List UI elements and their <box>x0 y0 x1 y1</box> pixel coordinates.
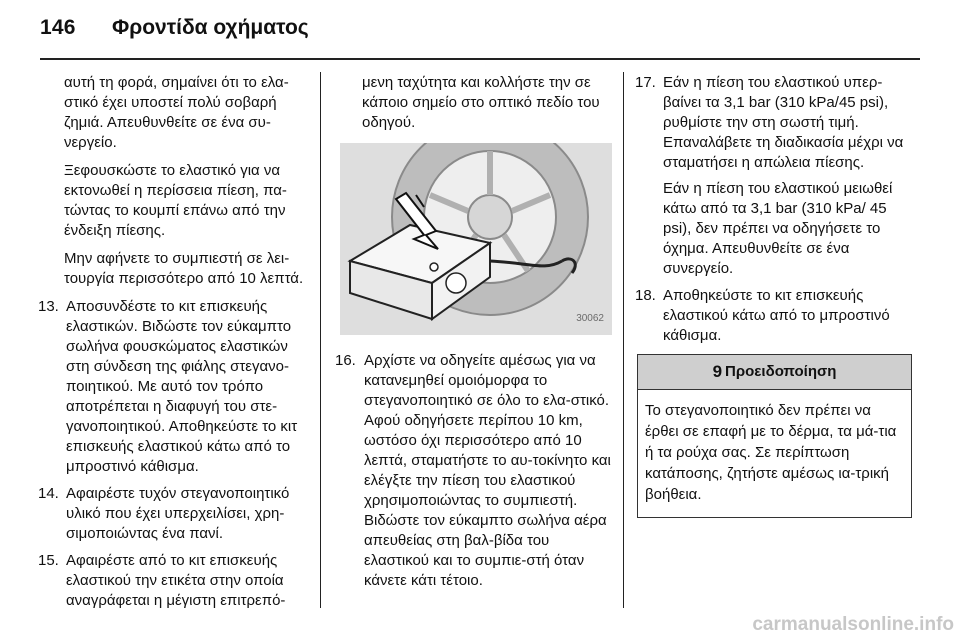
step-text: Εάν η πίεση του ελαστικού υπερ-βαίνει τα 3,1 bar (310 kPa/45 psi), ρυθμίστε την στη σωστή τιμή. Επαναλάβετε τη διαδικασία μέχρι να σταματήσει η απώλεια πίεσης. <box>663 74 904 171</box>
paragraph: Μην αφήνετε το συμπιεστή σε λει-τουργία περισσότερο από 10 λεπτά. <box>64 250 304 287</box>
paragraph: Ξεφουσκώστε το ελαστικό για να εκτονωθεί η περίσσεια πίεση, πα-τώντας το κουμπί επάνω από την ένδειξη πίεσης. <box>64 162 287 239</box>
warning-title: Προειδοποίηση <box>725 363 837 380</box>
figure-code: 30062 <box>576 313 604 324</box>
warning-box <box>637 354 912 518</box>
step-number: 15. <box>38 552 59 569</box>
page-title: Φροντίδα οχήματος <box>112 16 309 39</box>
step-item <box>337 351 612 591</box>
step-item <box>40 551 305 611</box>
tire-compressor-drawing <box>340 143 612 335</box>
column-2 <box>337 73 612 598</box>
header-rule <box>40 58 920 60</box>
step-item <box>637 73 919 279</box>
compressor-illustration <box>340 143 612 335</box>
step-number: 13. <box>38 298 59 315</box>
warning-text: Το στεγανοποιητικό δεν πρέπει να έρθει σε επαφή με το δέρμα, τα μά-τια ή τα ρούχα σας. Σε περίπτωση κατάποσης, ζητήστε αμέσως ια-τρική βοήθεια. <box>645 402 897 503</box>
step-number: 16. <box>335 352 356 369</box>
column-3 <box>637 73 919 518</box>
step-item <box>637 286 919 346</box>
step-text: Αποσυνδέστε το κιτ επισκευής ελαστικών. Βιδώστε τον εύκαμπτο σωλήνα φουσκώματος ελαστικών στη σύνδεση της φιάλης στεγανο-ποιητικού. Με αυτό τον τρόπο αποτρέπεται η διαφυγή του στε-γανοποιητικού. Αποθηκεύστε το κιτ επισκευής ελαστικού κάτω από το μπροστινό κάθισμα. <box>66 298 298 475</box>
step-number: 18. <box>635 287 656 304</box>
paragraph: μενη ταχύτητα και κολλήστε την σε κάποιο σημείο στο οπτικό πεδίο του οδηγού. <box>362 74 600 131</box>
step-text: Αφαιρέστε τυχόν στεγανοποιητικό υλικό που έχει υπερχειλίσει, χρη-σιμοποιώντας ένα πανί. <box>66 485 290 542</box>
step-subtext: Εάν η πίεση του ελαστικού μειωθεί κάτω από τα 3,1 bar (310 kPa/ 45 psi), δεν πρέπει να οδηγήσετε το όχημα. Απευθυνθείτε σε ένα συνεργείο. <box>663 180 893 277</box>
paragraph: αυτή τη φορά, σημαίνει ότι το ελα-στικό έχει υποστεί πολύ σοβαρή ζημιά. Απευθυνθείτε σε ένα συ-νεργείο. <box>64 74 289 151</box>
page-number: 146 <box>40 16 76 39</box>
step-item <box>40 297 305 477</box>
step-item <box>40 484 305 544</box>
column-divider <box>320 72 321 608</box>
step-number: 17. <box>635 74 656 91</box>
step-text: Αποθηκεύστε το κιτ επισκευής ελαστικού κάτω από το μπροστινό κάθισμα. <box>663 287 890 344</box>
column-1 <box>40 73 305 618</box>
column-divider <box>623 72 624 608</box>
warning-header <box>638 355 911 390</box>
warning-triangle-icon: 9 <box>712 362 723 381</box>
step-text: Αρχίστε να οδηγείτε αμέσως για να κατανεμηθεί ομοιόμορφα το στεγανοποιητικό σε όλο το ελα-στικό. Αφού οδηγήσετε περίπου 10 km, ωστόσο όχι περισσότερο από 10 λεπτά, σταματήστε το αυ-τοκίνητο και ελέγξτε την πίεση του ελαστικού χρησιμοποιώντας το συμπιεστή. Βιδώστε τον εύκαμπτο σωλήνα αέρα απευθείας στη βαλ-βίδα του ελαστικού και το συμπιε-στή όταν κάνετε κάτι τέτοιο. <box>364 352 611 589</box>
step-text: Αφαιρέστε από το κιτ επισκευής ελαστικού την ετικέτα στην οποία αναγράφεται η μέγιστη επιτρεπό- <box>66 552 286 609</box>
step-number: 14. <box>38 485 59 502</box>
watermark: carmanualsonline.info <box>752 614 954 635</box>
